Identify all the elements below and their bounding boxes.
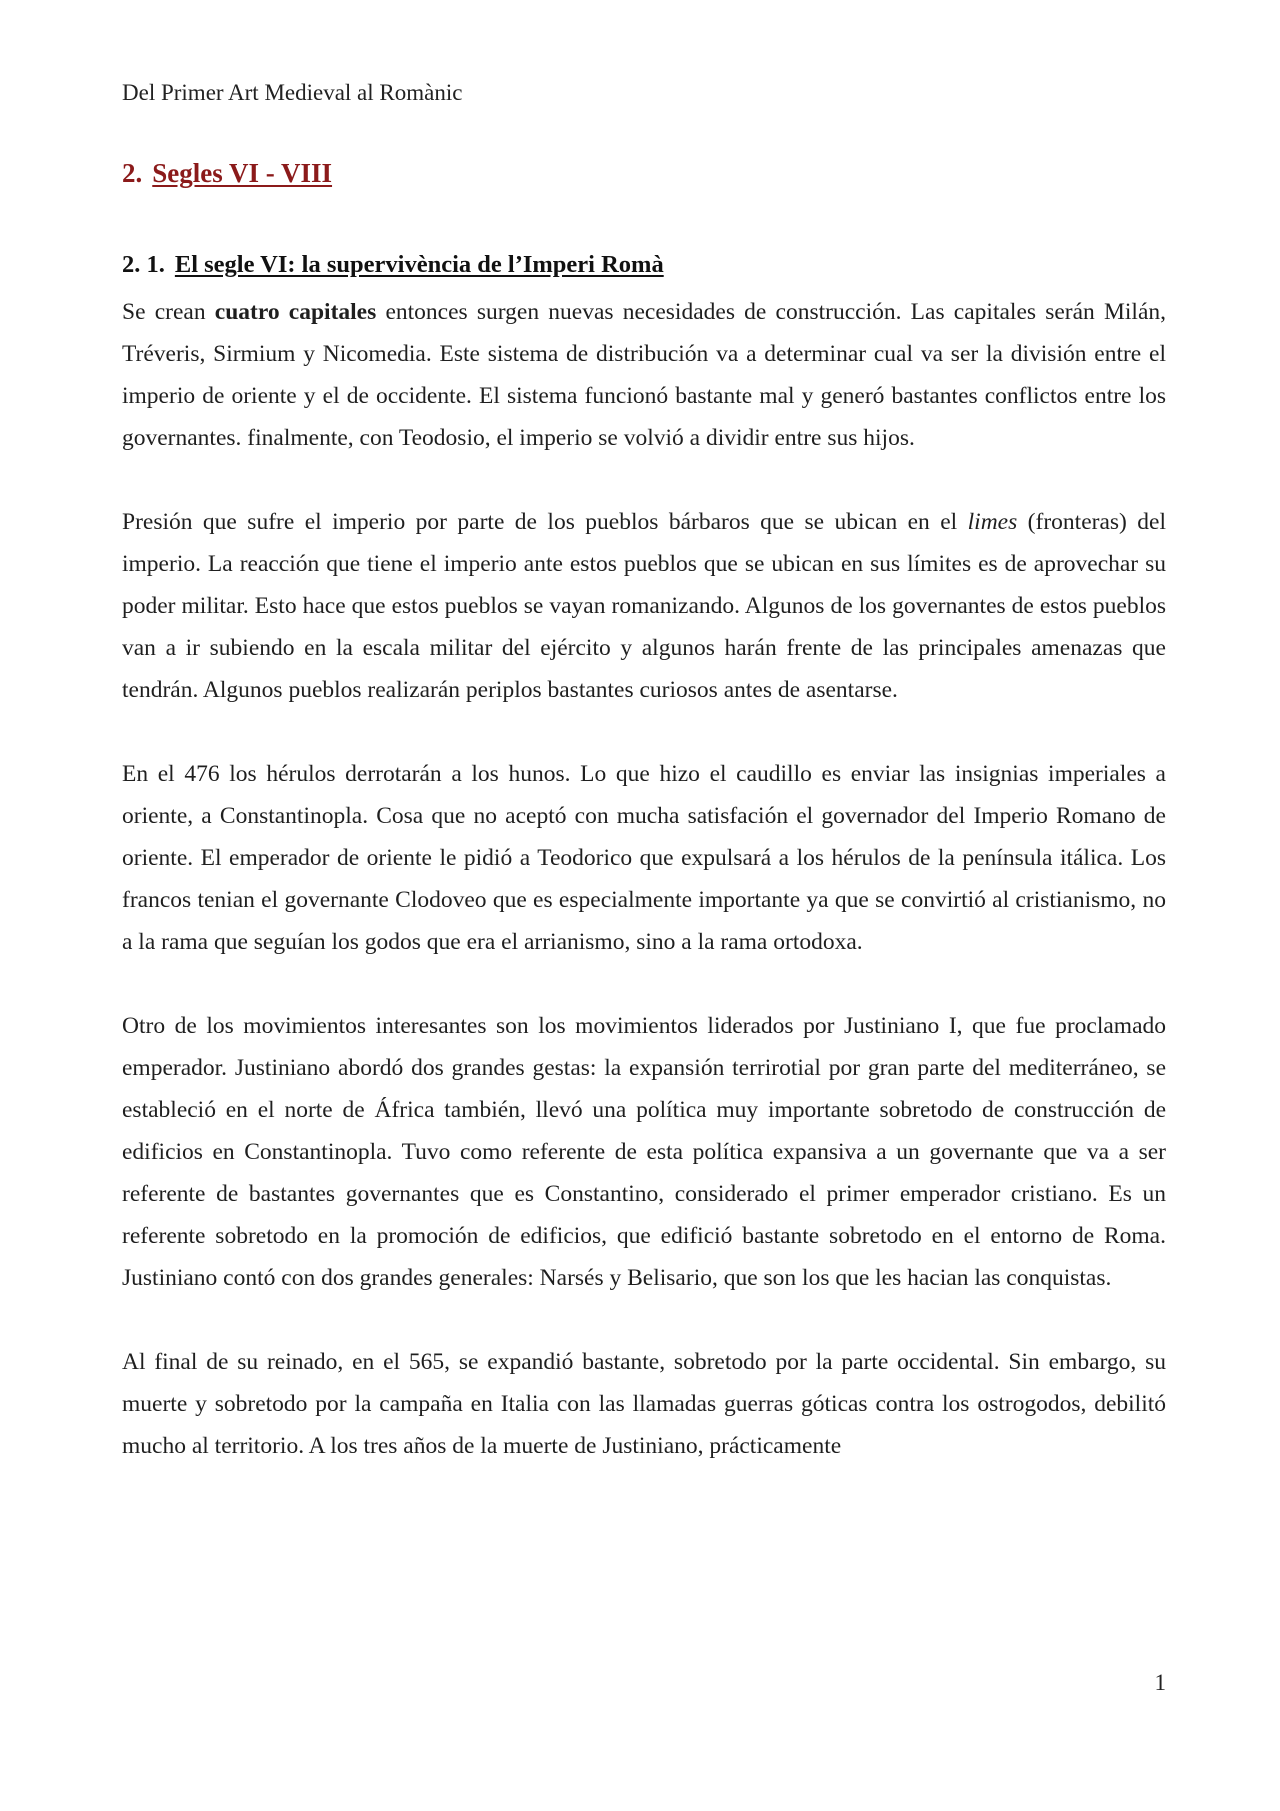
body-text: [122, 291, 1166, 1467]
paragraph-text: Se crean: [122, 299, 215, 325]
paragraph: En el 476 los hérulos derrotarán a los hunos. Lo que hizo el caudillo es enviar las insignias imperiales a oriente, a Constantinopla. Cosa que no aceptó con mucha satisfación el governador del Imperio Romano de oriente. El emperador de oriente le pidió a Teodorico que expulsará a los hérulos de la península itálica. Los francos tenian el governante Clodoveo que es especialmente importante ya que se convirtió al cristianismo, no a la rama que seguían los godos que era el arrianismo, sino a la rama ortodoxa.: [122, 761, 1166, 955]
section-number: 2. 1.: [122, 251, 165, 278]
paragraph-text: entonces surgen nuevas necesidades de construcción. Las capitales serán Milán, Tréveris, Sirmium y Nicomedia. Este sistema de distribución va a determinar cual va ser la división entre el imperio de oriente y el de occidente. El sistema funcionó bastante mal y generó bastantes conflictos entre los governantes. finalmente, con Teodosio, el imperio se volvió a dividir entre sus hijos.: [122, 299, 1166, 451]
paragraph: [122, 501, 1166, 711]
page-number: 1: [1154, 1670, 1166, 1695]
italic-term: limes: [967, 509, 1018, 535]
paragraph: Al final de su reinado, en el 565, se expandió bastante, sobretodo por la parte occidental. Sin embargo, su muerte y sobretodo por la campaña en Italia con las llamadas guerras góticas contra los ostrogodos, debilitó mucho al territorio. A los tres años de la muerte de Justiniano, prácticamente: [122, 1349, 1166, 1459]
paragraph: [122, 291, 1166, 459]
running-header: Del Primer Art Medieval al Romànic: [122, 80, 463, 105]
chapter-heading: [122, 156, 332, 190]
bold-term: cuatro capitales: [214, 299, 377, 325]
section-title: El segle VI: la supervivència de l’Imperi Romà: [174, 251, 664, 278]
section-heading: [122, 249, 664, 281]
paragraph-text: (fronteras) del imperio. La reacción que tiene el imperio ante estos pueblos que se ubican en sus límites es de aprovechar su poder militar. Esto hace que estos pueblos se vayan romanizando. Algunos de los governantes de estos pueblos van a ir subiendo en la escala militar del ejército y algunos harán frente de las principales amenazas que tendrán. Algunos pueblos realizarán periplos bastantes curiosos antes de asentarse.: [122, 509, 1166, 703]
paragraph: Otro de los movimientos interesantes son los movimientos liderados por Justiniano I, que fue proclamado emperador. Justiniano abordó dos grandes gestas: la expansión terrirotial por gran parte del mediterráneo, se estableció en el norte de África también, llevó una política muy importante sobretodo de construcción de edificios en Constantinopla. Tuvo como referente de esta política expansiva a un governante que va a ser referente de bastantes governantes que es Constantino, considerado el primer emperador cristiano. Es un referente sobretodo en la promoción de edificios, que edifició bastante sobretodo en el entorno de Roma. Justiniano contó con dos grandes generales: Narsés y Belisario, que son los que les hacian las conquistas.: [122, 1013, 1166, 1291]
paragraph-text: Presión que sufre el imperio por parte de los pueblos bárbaros que se ubican en el: [122, 509, 968, 535]
chapter-number: 2.: [122, 158, 143, 188]
chapter-title: Segles VI - VIII: [152, 158, 333, 188]
